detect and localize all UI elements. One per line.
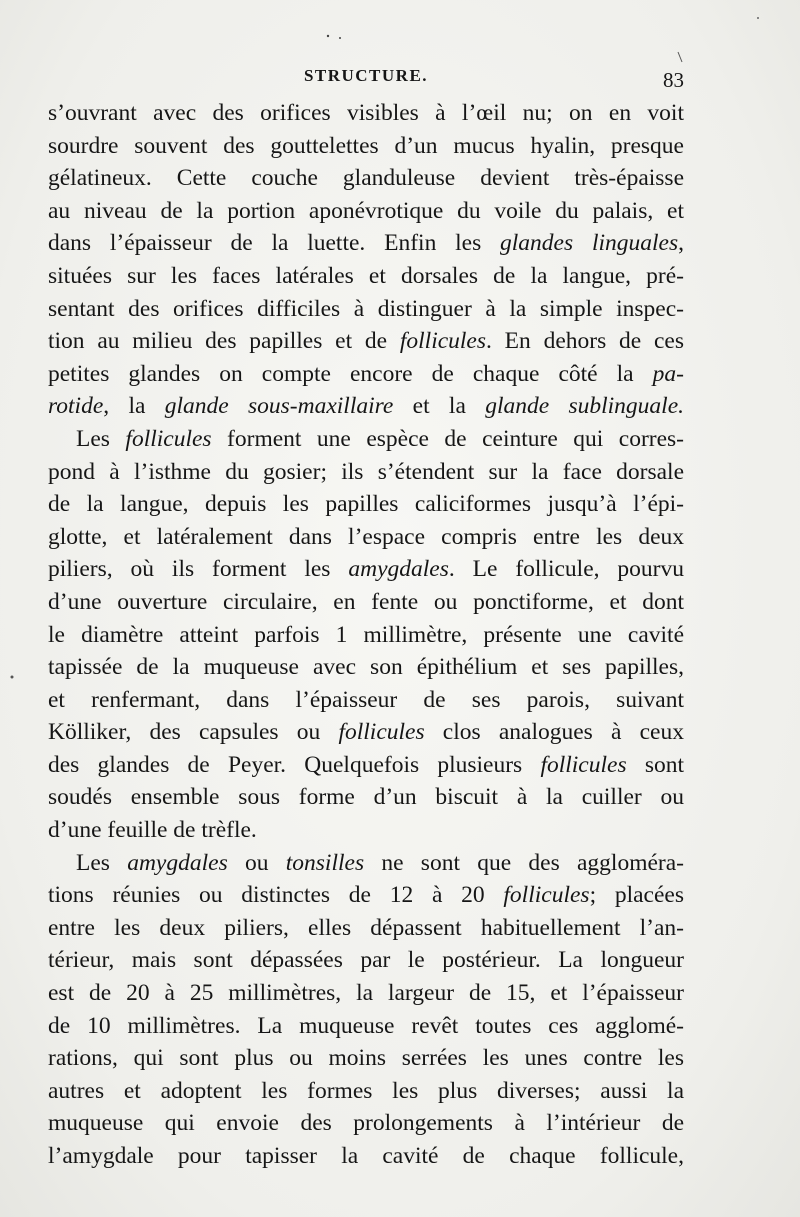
italic-term: follicules — [125, 425, 212, 452]
text-line: sentant des orifices difficiles à distinguer à la simple inspec- — [48, 295, 684, 322]
italic-term: rotide — [48, 393, 104, 420]
text-line: s’ouvrant avec des orifices visibles à l’œil nu; on en voit — [48, 100, 684, 126]
text-line: au niveau de la portion aponévrotique du voile du palais, et — [48, 197, 684, 224]
italic-term: glande sous-maxillaire — [164, 393, 394, 420]
text-line: d’une ouverture circulaire, en fente ou ponctiforme, et dont — [48, 588, 684, 615]
italic-term: glandes linguales — [500, 230, 679, 257]
text-line: rations, qui sont plus ou moins serrées les unes contre les — [48, 1045, 684, 1072]
italic-term: amygdales — [348, 556, 449, 583]
text-line: entre les deux piliers, elles dépassent habituellement l’an- — [48, 914, 684, 941]
speck — [327, 35, 329, 37]
text-line: Les amygdales ou tonsilles ne sont que des aggloméra- — [76, 849, 685, 876]
text-line: sourdre souvent des gouttelettes d’un mucus hyalin, presque — [48, 132, 684, 159]
running-head: STRUCTURE. — [303, 66, 429, 85]
text-line: Kölliker, des capsules ou follicules clos analogues à ceux — [48, 719, 684, 746]
text-line: de la langue, depuis les papilles caliciformes jusqu’à l’épi- — [48, 491, 684, 518]
text-line: des glandes de Peyer. Quelquefois plusieurs follicules sont — [48, 751, 684, 778]
italic-term: follicules — [399, 328, 487, 355]
text-line: et renfermant, dans l’épaisseur de ses parois, suivant — [48, 686, 684, 713]
italic-term: follicules — [540, 751, 627, 778]
text-line: muqueuse qui envoie des prolongements à l’intérieur de — [48, 1110, 684, 1137]
text-line: térieur, mais sont dépassées par le postérieur. La longueur — [48, 947, 684, 974]
text-line: dans l’épaisseur de la luette. Enfin les glandes linguales, — [48, 230, 684, 257]
italic-term: amygdales — [127, 849, 228, 876]
speck — [757, 17, 759, 19]
italic-term: pa- — [652, 360, 684, 387]
text-line: gélatineux. Cette couche glanduleuse devient très-épaisse — [48, 165, 684, 192]
speck — [11, 676, 14, 679]
text-line: autres et adoptent les formes les plus diverses; aussi la — [48, 1077, 684, 1104]
text-line: pond à l’isthme du gosier; ils s’étendent sur la face dorsale — [48, 458, 684, 485]
text-line: Les follicules forment une espèce de ceinture qui corres- — [76, 425, 684, 452]
text-line: le diamètre atteint parfois 1 millimètre, présente une cavité — [48, 621, 684, 648]
text-line: rotide, la glande sous-maxillaire et la glande sublinguale. — [48, 393, 685, 420]
text-line: d’une feuille de trèfle. — [48, 817, 257, 844]
page-header — [48, 62, 684, 92]
page-number: 83 — [663, 68, 684, 92]
text-line: tapissée de la muqueuse avec son épithélium et ses papilles, — [48, 654, 684, 681]
italic-term: follicules — [338, 719, 425, 746]
text-line: soudés ensemble sous forme d’un biscuit à la cuiller ou — [48, 784, 684, 811]
text-line: piliers, où ils forment les amygdales. Le follicule, pourvu — [48, 556, 684, 583]
italic-term: tonsilles — [285, 849, 365, 876]
text-line: tions réunies ou distinctes de 12 à 20 follicules; placées — [48, 882, 684, 909]
italic-term: glande sublinguale. — [485, 393, 685, 420]
text-line: glotte, et latéralement dans l’espace compris entre les deux — [48, 523, 684, 550]
text-line: l’amygdale pour tapisser la cavité de chaque follicule, — [48, 1143, 684, 1169]
text-line: petites glandes on compte encore de chaque côté la pa- — [48, 360, 684, 387]
speck — [339, 37, 341, 39]
speck — [678, 52, 682, 62]
text-line: situées sur les faces latérales et dorsales de la langue, pré- — [48, 262, 684, 289]
text-line: est de 20 à 25 millimètres, la largeur de 15, et l’épaisseur — [48, 980, 684, 1007]
italic-term: follicules — [503, 882, 590, 909]
text-line: de 10 millimètres. La muqueuse revêt toutes ces agglomé- — [48, 1012, 684, 1039]
body-text — [48, 97, 684, 1173]
text-line: tion au milieu des papilles et de follicules. En dehors de ces — [48, 328, 684, 355]
